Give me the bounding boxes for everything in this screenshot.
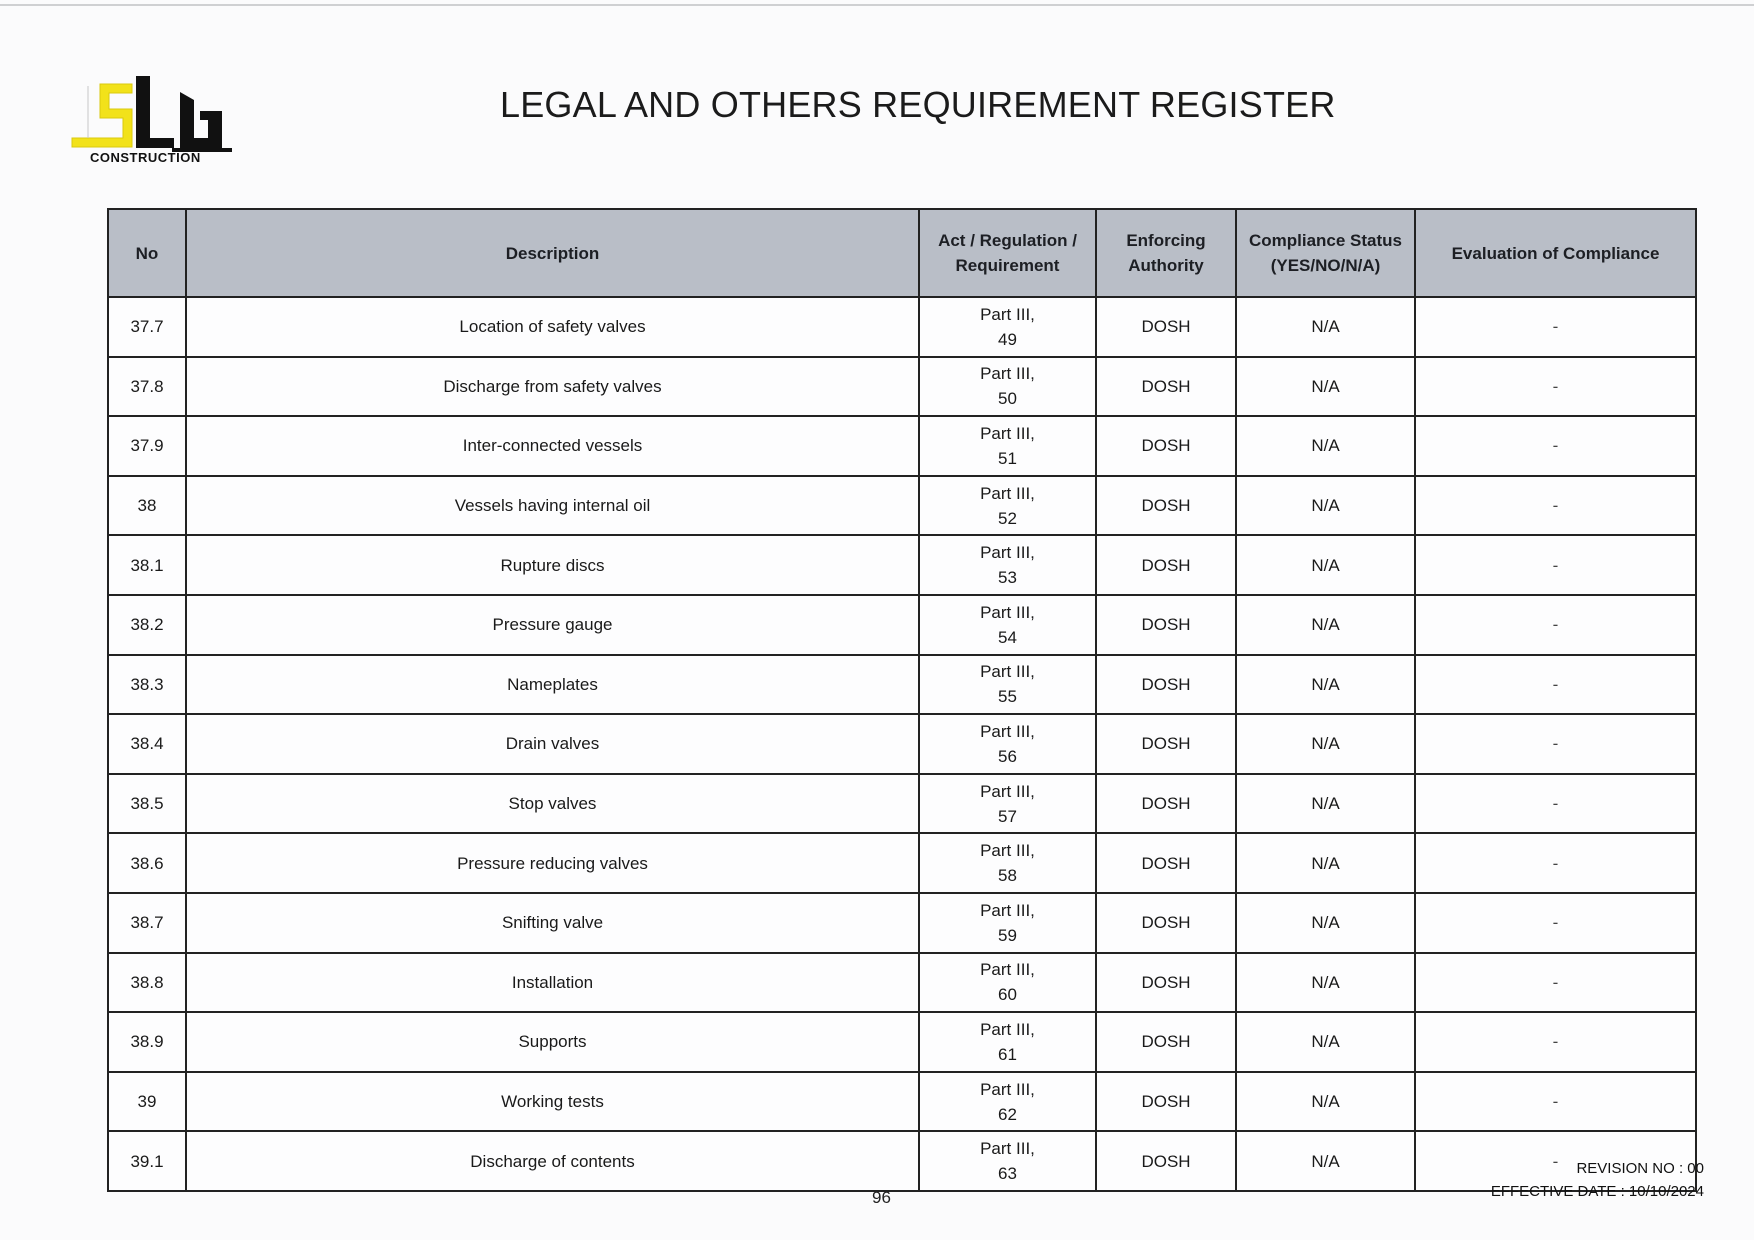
cell-act-regulation	[919, 535, 1096, 595]
cell-no: 38.9	[108, 1012, 186, 1072]
cell-compliance-status: N/A	[1236, 893, 1415, 953]
cell-evaluation: -	[1415, 953, 1696, 1013]
act-part: Part III,	[980, 602, 1035, 622]
cell-act-regulation	[919, 476, 1096, 536]
table-row	[108, 655, 1696, 715]
cell-description: Pressure gauge	[186, 595, 919, 655]
header-authority-line1: Enforcing	[1126, 231, 1206, 250]
cell-enforcing-authority: DOSH	[1096, 1131, 1236, 1191]
cell-act-regulation	[919, 774, 1096, 834]
table-row	[108, 416, 1696, 476]
cell-description: Supports	[186, 1012, 919, 1072]
header-status-line1: Compliance Status	[1248, 231, 1403, 250]
cell-act-regulation	[919, 1072, 1096, 1132]
cell-act-regulation	[919, 357, 1096, 417]
act-part: Part III,	[980, 364, 1035, 384]
cell-compliance-status: N/A	[1236, 297, 1415, 357]
cell-act-regulation	[919, 1012, 1096, 1072]
cell-evaluation: -	[1415, 655, 1696, 715]
header-description-label: Description	[505, 243, 600, 263]
header-description	[186, 209, 919, 297]
act-ref: 62	[998, 1104, 1017, 1124]
header-no-label: No	[135, 243, 159, 263]
cell-enforcing-authority: DOSH	[1096, 833, 1236, 893]
cell-compliance-status: N/A	[1236, 655, 1415, 715]
act-part: Part III,	[980, 960, 1035, 980]
table-header-row	[108, 209, 1696, 297]
table-row	[108, 953, 1696, 1013]
cell-description: Vessels having internal oil	[186, 476, 919, 536]
act-part: Part III,	[980, 423, 1035, 443]
cell-no: 37.7	[108, 297, 186, 357]
cell-enforcing-authority: DOSH	[1096, 1012, 1236, 1072]
cell-enforcing-authority: DOSH	[1096, 297, 1236, 357]
cell-description: Nameplates	[186, 655, 919, 715]
cell-act-regulation	[919, 1131, 1096, 1191]
table-row	[108, 833, 1696, 893]
cell-compliance-status: N/A	[1236, 953, 1415, 1013]
cell-evaluation: -	[1415, 833, 1696, 893]
act-part: Part III,	[980, 781, 1035, 801]
table-row	[108, 1012, 1696, 1072]
cell-enforcing-authority: DOSH	[1096, 1072, 1236, 1132]
cell-act-regulation	[919, 297, 1096, 357]
cell-act-regulation	[919, 893, 1096, 953]
cell-evaluation: -	[1415, 1012, 1696, 1072]
cell-description: Stop valves	[186, 774, 919, 834]
act-ref: 54	[998, 627, 1017, 647]
table-row	[108, 476, 1696, 536]
header-enforcing-authority	[1096, 209, 1236, 297]
cell-enforcing-authority: DOSH	[1096, 357, 1236, 417]
cell-description: Pressure reducing valves	[186, 833, 919, 893]
cell-evaluation: -	[1415, 535, 1696, 595]
table-row	[108, 893, 1696, 953]
cell-compliance-status: N/A	[1236, 357, 1415, 417]
cell-no: 38	[108, 476, 186, 536]
page-title: LEGAL AND OTHERS REQUIREMENT REGISTER	[500, 84, 1336, 125]
act-part: Part III,	[980, 900, 1035, 920]
cell-enforcing-authority: DOSH	[1096, 714, 1236, 774]
act-part: Part III,	[980, 483, 1035, 503]
act-part: Part III,	[980, 304, 1035, 324]
cell-no: 38.8	[108, 953, 186, 1013]
table-row	[108, 1131, 1696, 1191]
cell-no: 38.1	[108, 535, 186, 595]
act-part: Part III,	[980, 841, 1035, 861]
cell-description: Inter-connected vessels	[186, 416, 919, 476]
cell-act-regulation	[919, 655, 1096, 715]
act-part: Part III,	[980, 1139, 1035, 1159]
cell-description: Working tests	[186, 1072, 919, 1132]
act-part: Part III,	[980, 543, 1035, 563]
cell-no: 38.6	[108, 833, 186, 893]
cell-description: Discharge from safety valves	[186, 357, 919, 417]
cell-no: 38.2	[108, 595, 186, 655]
cell-compliance-status: N/A	[1236, 1131, 1415, 1191]
top-scan-rule	[0, 4, 1754, 6]
act-ref: 59	[998, 925, 1017, 945]
cell-evaluation: -	[1415, 774, 1696, 834]
cell-compliance-status: N/A	[1236, 1012, 1415, 1072]
header-act-regulation	[919, 209, 1096, 297]
cell-description: Location of safety valves	[186, 297, 919, 357]
header-no	[108, 209, 186, 297]
act-ref: 50	[998, 389, 1017, 409]
header-evaluation	[1415, 209, 1696, 297]
act-ref: 60	[998, 985, 1017, 1005]
page-number: 96	[872, 1188, 891, 1207]
cell-enforcing-authority: DOSH	[1096, 595, 1236, 655]
cell-compliance-status: N/A	[1236, 535, 1415, 595]
cell-evaluation: -	[1415, 1131, 1696, 1191]
cell-no: 39.1	[108, 1131, 186, 1191]
header-compliance-status	[1236, 209, 1415, 297]
cell-no: 38.3	[108, 655, 186, 715]
cell-evaluation: -	[1415, 1072, 1696, 1132]
cell-description: Installation	[186, 953, 919, 1013]
act-part: Part III,	[980, 1079, 1035, 1099]
logo-text: CONSTRUCTION	[90, 150, 201, 164]
cell-act-regulation	[919, 714, 1096, 774]
act-part: Part III,	[980, 662, 1035, 682]
cell-compliance-status: N/A	[1236, 714, 1415, 774]
cell-description: Drain valves	[186, 714, 919, 774]
cell-enforcing-authority: DOSH	[1096, 476, 1236, 536]
cell-no: 37.8	[108, 357, 186, 417]
cell-no: 38.4	[108, 714, 186, 774]
cell-no: 39	[108, 1072, 186, 1132]
cell-compliance-status: N/A	[1236, 416, 1415, 476]
table-row	[108, 357, 1696, 417]
act-ref: 51	[998, 448, 1017, 468]
cell-enforcing-authority: DOSH	[1096, 416, 1236, 476]
cell-no: 37.9	[108, 416, 186, 476]
table-row	[108, 535, 1696, 595]
act-ref: 56	[998, 746, 1017, 766]
cell-enforcing-authority: DOSH	[1096, 953, 1236, 1013]
cell-enforcing-authority: DOSH	[1096, 535, 1236, 595]
cell-description: Snifting valve	[186, 893, 919, 953]
act-ref: 49	[998, 329, 1017, 349]
header-act-line2: Requirement	[955, 256, 1060, 275]
effective-date: EFFECTIVE DATE : 10/10/2024	[1490, 1183, 1704, 1200]
cell-evaluation: -	[1415, 416, 1696, 476]
header-authority-line2: Authority	[1128, 256, 1204, 275]
cell-act-regulation	[919, 416, 1096, 476]
table-row	[108, 297, 1696, 357]
cell-act-regulation	[919, 953, 1096, 1013]
cell-compliance-status: N/A	[1236, 476, 1415, 536]
cell-no: 38.7	[108, 893, 186, 953]
table-row	[108, 714, 1696, 774]
act-part: Part III,	[980, 721, 1035, 741]
table-row	[108, 1072, 1696, 1132]
table-row	[108, 774, 1696, 834]
cell-enforcing-authority: DOSH	[1096, 655, 1236, 715]
act-ref: 61	[998, 1044, 1017, 1064]
cell-evaluation: -	[1415, 476, 1696, 536]
cell-compliance-status: N/A	[1236, 833, 1415, 893]
cell-no: 38.5	[108, 774, 186, 834]
requirement-register-table	[107, 208, 1697, 1192]
act-ref: 52	[998, 508, 1017, 528]
act-ref: 63	[998, 1164, 1017, 1184]
cell-evaluation: -	[1415, 357, 1696, 417]
cell-compliance-status: N/A	[1236, 774, 1415, 834]
cell-act-regulation	[919, 833, 1096, 893]
act-ref: 57	[998, 806, 1017, 826]
cell-enforcing-authority: DOSH	[1096, 893, 1236, 953]
act-ref: 55	[998, 687, 1017, 707]
cell-evaluation: -	[1415, 893, 1696, 953]
revision-number: REVISION NO : 00	[1576, 1160, 1704, 1177]
cell-evaluation: -	[1415, 595, 1696, 655]
cell-description: Discharge of contents	[186, 1131, 919, 1191]
company-logo-icon	[70, 74, 240, 164]
act-ref: 53	[998, 568, 1017, 588]
act-part: Part III,	[980, 1019, 1035, 1039]
cell-evaluation: -	[1415, 297, 1696, 357]
table-row	[108, 595, 1696, 655]
header-act-line1: Act / Regulation /	[938, 231, 1077, 250]
cell-compliance-status: N/A	[1236, 1072, 1415, 1132]
header-status-line2: (YES/NO/N/A)	[1270, 256, 1381, 275]
act-ref: 58	[998, 866, 1017, 886]
cell-evaluation: -	[1415, 714, 1696, 774]
cell-description: Rupture discs	[186, 535, 919, 595]
header-evaluation-label: Evaluation of Compliance	[1451, 243, 1660, 263]
cell-enforcing-authority: DOSH	[1096, 774, 1236, 834]
cell-act-regulation	[919, 595, 1096, 655]
cell-compliance-status: N/A	[1236, 595, 1415, 655]
